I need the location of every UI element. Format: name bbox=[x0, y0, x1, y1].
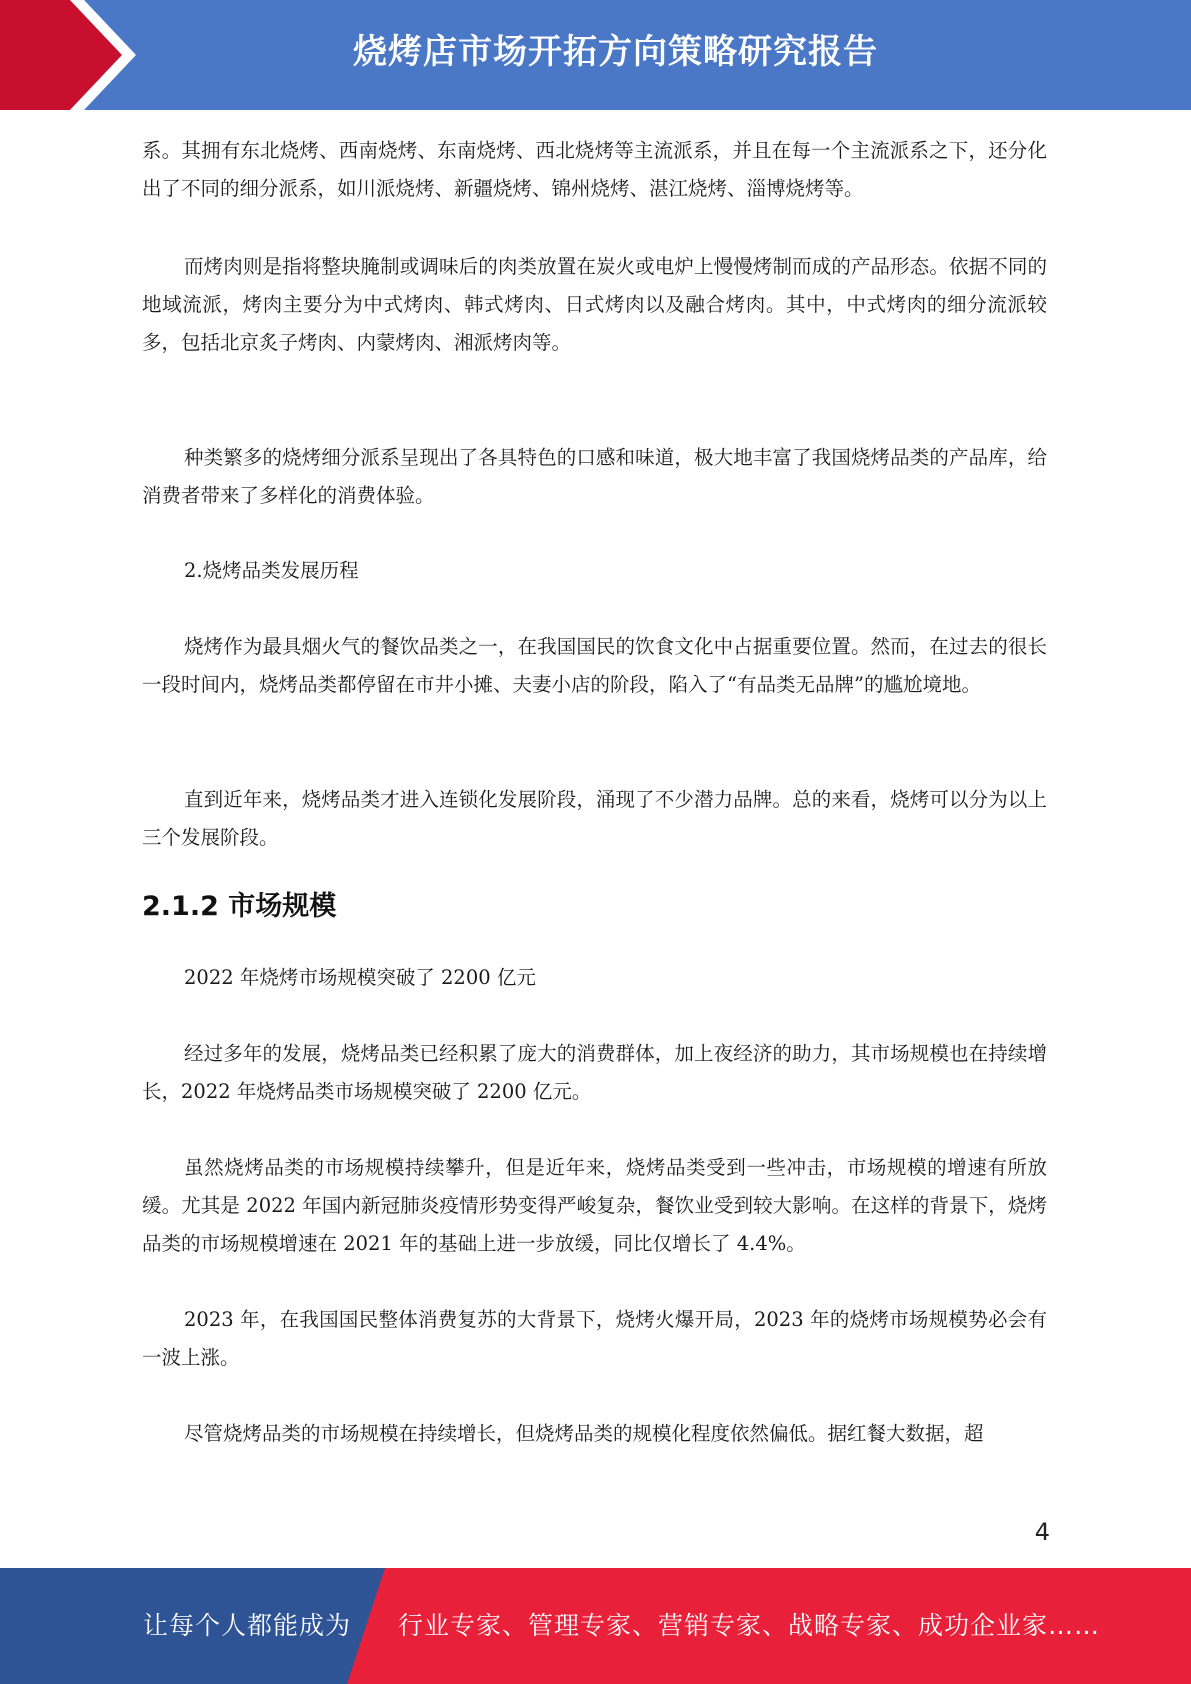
page-number: 4 bbox=[1034, 1518, 1050, 1546]
page-header bbox=[0, 0, 1191, 110]
paragraph-scale: 尽管烧烤品类的市场规模在持续增长，但烧烤品类的规模化程度依然偏低。据红餐大数据，超 bbox=[184, 1422, 984, 1445]
page-footer bbox=[0, 1568, 1191, 1684]
document-body bbox=[142, 132, 1047, 1453]
paragraph-market-size-summary: 2022 年烧烤市场规模突破了 2200 亿元 bbox=[184, 966, 536, 989]
section-heading: 2.1.2 市场规模 bbox=[142, 891, 337, 922]
report-title: 烧烤店市场开拓方向策略研究报告 bbox=[353, 32, 878, 72]
paragraph-chain-stage: 直到近年来，烧烤品类才进入连锁化发展阶段，涌现了不少潜力品牌。总的来看，烧烤可以分为以上三个发展阶段。 bbox=[142, 788, 1047, 849]
footer-slogan-right: 行业专家、管理专家、营销专家、战略专家、成功企业家…… bbox=[398, 1611, 1101, 1640]
paragraph-growth-slowdown: 虽然烧烤品类的市场规模持续攀升，但是近年来，烧烤品类受到一些冲击，市场规模的增速有所放缓。尤其是 2022 年国内新冠肺炎疫情形势变得严峻复杂，餐饮业受到较大影响。在这样的背景下，烧烤品类的市场规模增速在 2021 年的基础上进一步放缓，同比仅增长了 4.4%。 bbox=[142, 1156, 1047, 1255]
paragraph-market-growth: 经过多年的发展，烧烤品类已经积累了庞大的消费群体，加上夜经济的助力，其市场规模也在持续增长，2022 年烧烤品类市场规模突破了 2200 亿元。 bbox=[142, 1042, 1047, 1103]
paragraph-roast-meat: 而烤肉则是指将整块腌制或调味后的肉类放置在炭火或电炉上慢慢烤制而成的产品形态。依据不同的地域流派，烤肉主要分为中式烤肉、韩式烤肉、日式烤肉以及融合烤肉。其中，中式烤肉的细分流派较多，包括北京炙子烤肉、内蒙烤肉、湘派烤肉等。 bbox=[142, 255, 1047, 354]
paragraph-2023-outlook: 2023 年，在我国国民整体消费复苏的大背景下，烧烤火爆开局，2023 年的烧烤市场规模势必会有一波上涨。 bbox=[142, 1308, 1047, 1369]
footer-slogan-left: 让每个人都能成为 bbox=[143, 1611, 352, 1640]
paragraph-continuation: 系。其拥有东北烧烤、西南烧烤、东南烧烤、西北烧烤等主流派系，并且在每一个主流派系之下，还分化出了不同的细分派系，如川派烧烤、新疆烧烤、锦州烧烤、湛江烧烤、淄博烧烤等。 bbox=[142, 139, 1047, 200]
subsection-label: 2.烧烤品类发展历程 bbox=[184, 559, 359, 582]
paragraph-history: 烧烤作为最具烟火气的餐饮品类之一，在我国国民的饮食文化中占据重要位置。然而，在过去的很长一段时间内，烧烤品类都停留在市井小摊、夫妻小店的阶段，陷入了“有品类无品牌”的尴尬境地。 bbox=[142, 635, 1047, 696]
paragraph-variety: 种类繁多的烧烤细分派系呈现出了各具特色的口感和味道，极大地丰富了我国烧烤品类的产品库，给消费者带来了多样化的消费体验。 bbox=[142, 446, 1047, 507]
